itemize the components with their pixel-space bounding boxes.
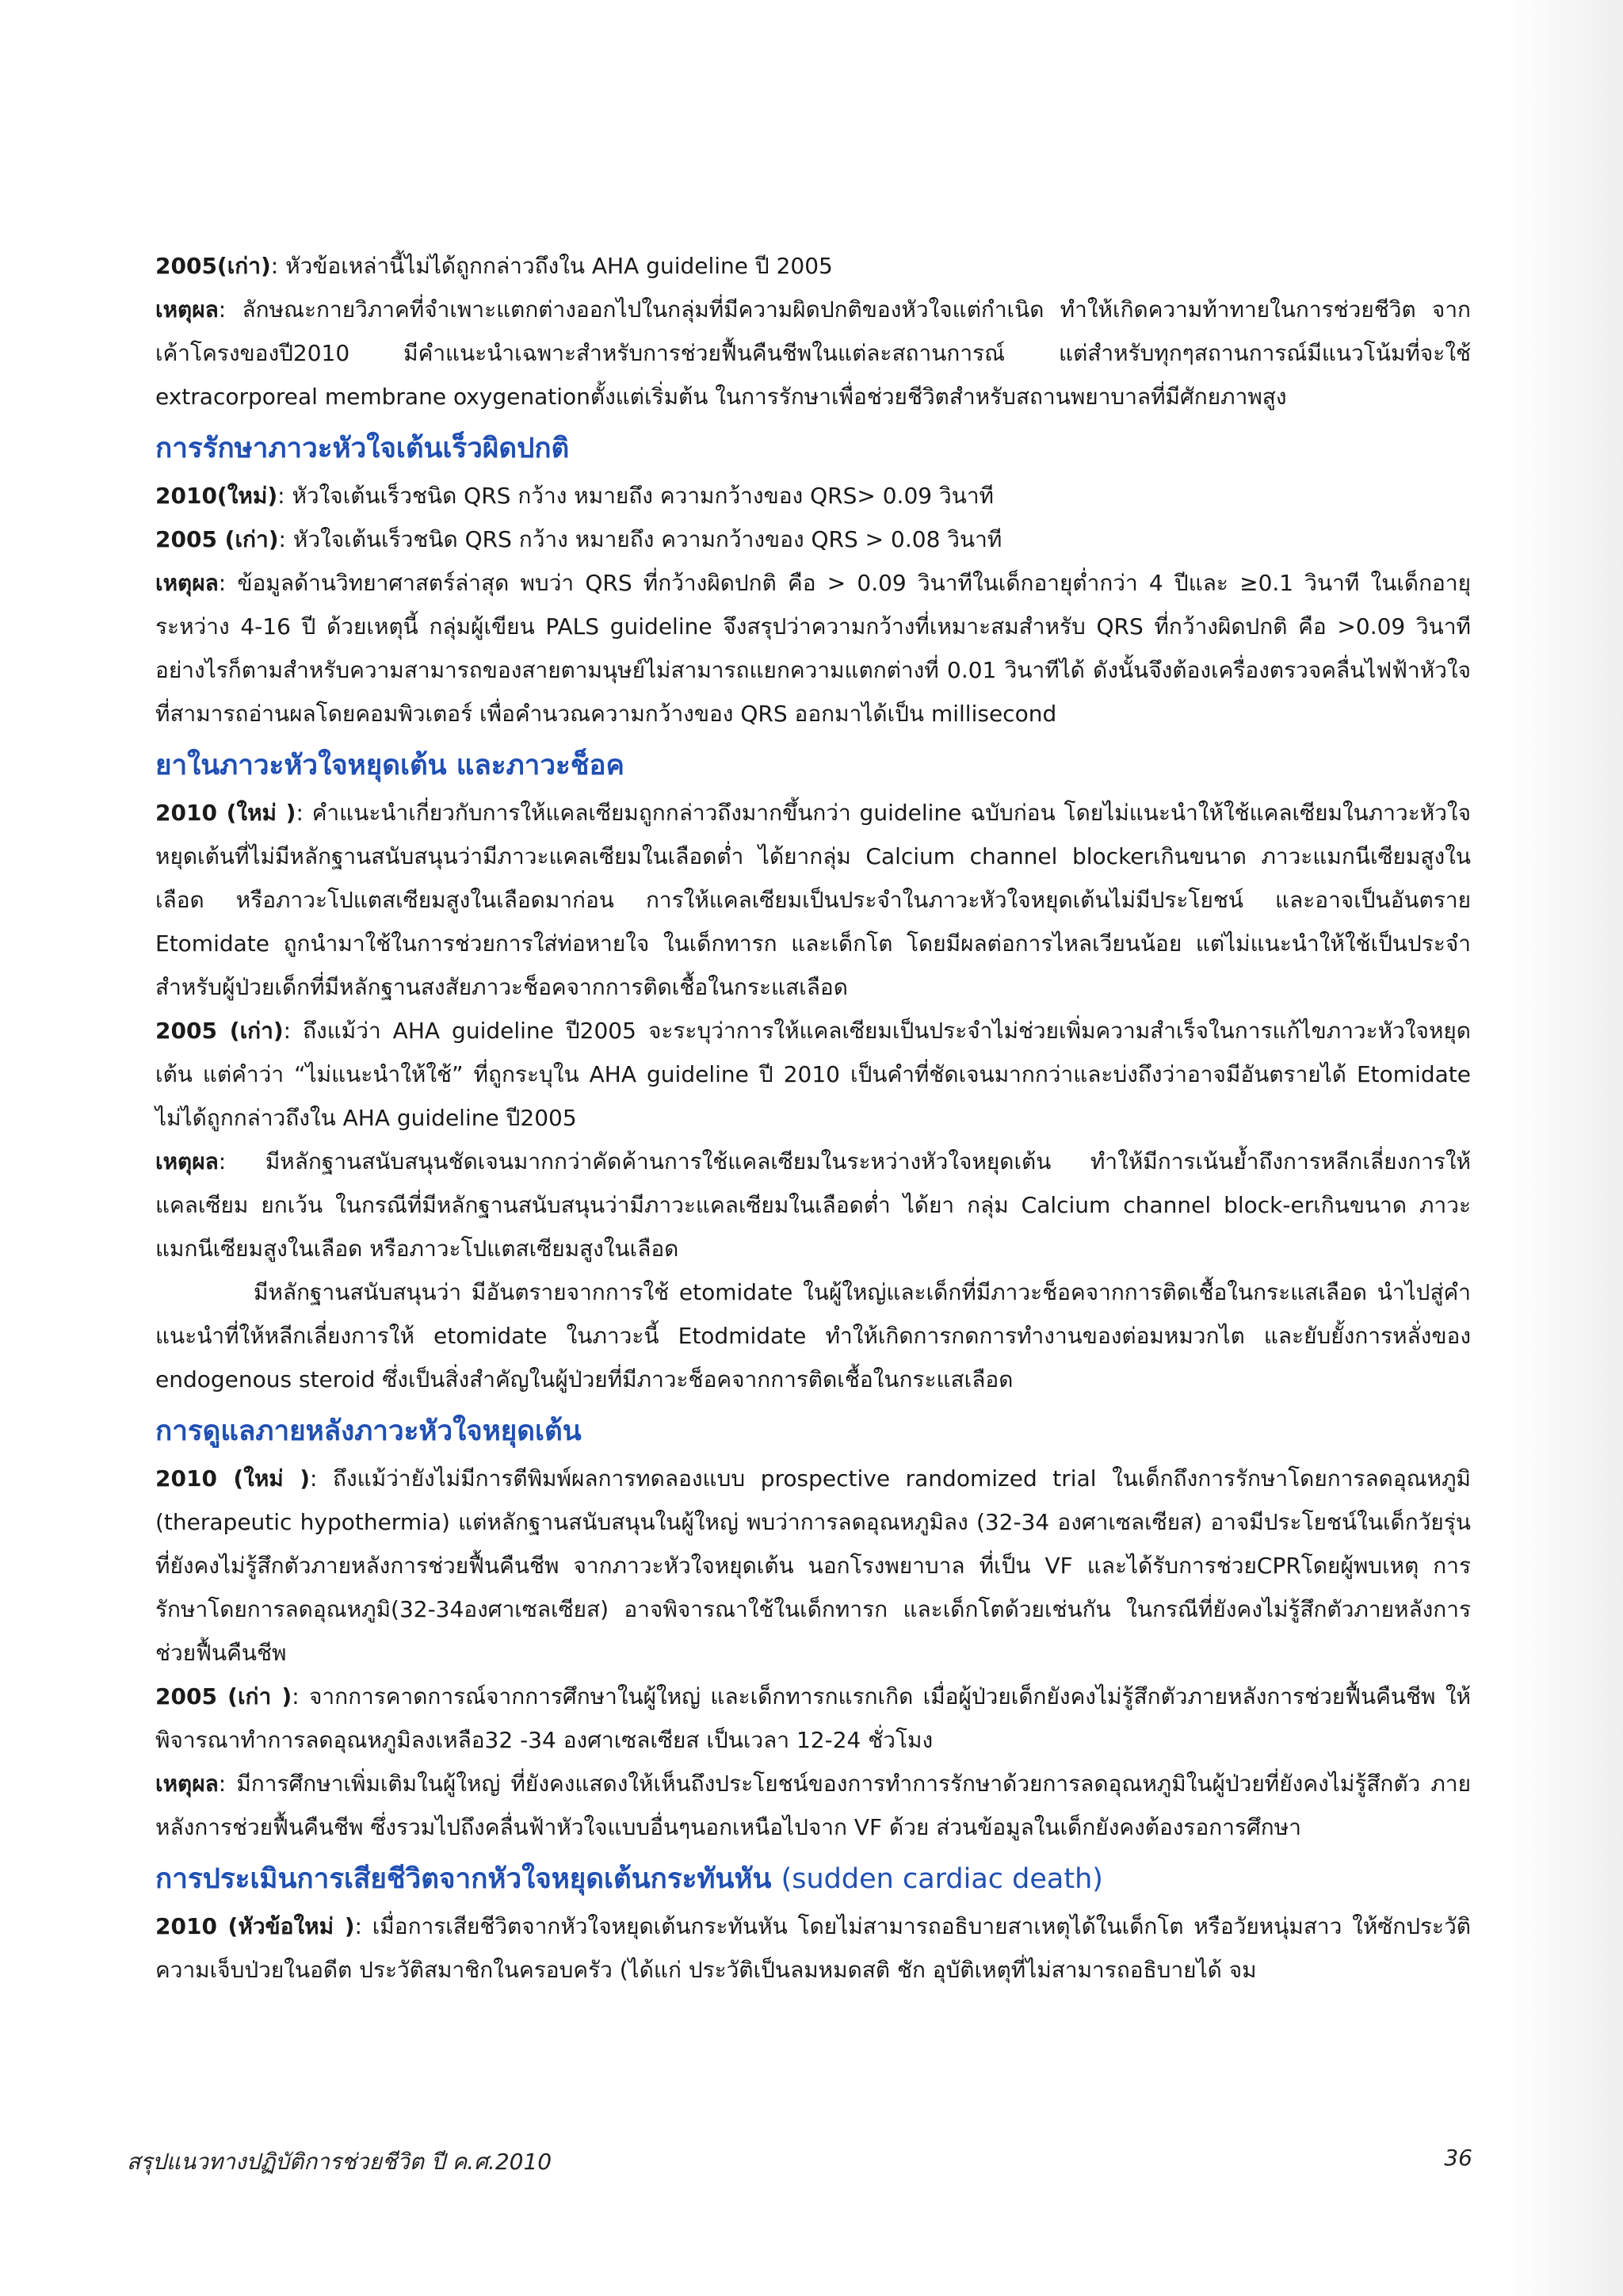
section-heading-text: ยาในภาวะหัวใจหยุดเต้น และภาวะช็อค xyxy=(155,750,624,781)
paragraph-text: : หัวข้อเหล่านี้ไม่ได้ถูกกล่าวถึงใน AHA guideline ปี 2005 xyxy=(270,253,833,279)
paragraph-text: : หัวใจเต้นเร็วชนิด QRS กว้าง หมายถึง ความกว้างของ QRS > 0.08 วินาที xyxy=(278,526,1002,552)
paragraph-text: : มีการศึกษาเพิ่มเติมในผู้ใหญ่ ที่ยังคงแสดงให้เห็นถึงประโยชน์ของการทำการรักษาด้วยการลดอุณหภูมิในผู้ป่วยที่ยังคงไม่รู้สึกตัว ภายหลังการช่วยฟื้นคืนชีพ ซึ่งรวมไปถึงคลื่นฟ้าหัวใจแบบอื่นๆนอกเหนือไปจาก VF ด้วย ส่วนข้อมูลในเด็กยังคงต้องรอการศึกษา xyxy=(155,1771,1471,1840)
paragraph-label: เหตุผล xyxy=(155,570,219,596)
section-heading xyxy=(155,1855,1471,1903)
paragraph xyxy=(155,288,1471,418)
section-heading xyxy=(155,742,1471,789)
section-heading-text: การดูแลภายหลังภาวะหัวใจหยุดเต้น xyxy=(155,1415,582,1447)
section-heading-text: การประเมินการเสียชีวิตจากหัวใจหยุดเต้นกระทันหัน xyxy=(155,1863,772,1895)
paragraph xyxy=(155,561,1471,735)
paragraph-label: เหตุผล xyxy=(155,296,219,323)
paragraph-text: : คำแนะนำเกี่ยวกับการให้แคลเซียมถูกกล่าวถึงมากขึ้นกว่า guideline ฉบับก่อน โดยไม่แนะนำให้ใช้แคลเซียมในภาวะหัวใจหยุดเต้นที่ไม่มีหลักฐานสนับสนุนว่ามีภาวะแคลเซียมในเลือดต่ำ ได้ยากลุ่ม Calcium channel blockerเกินขนาด ภาวะแมกนีเซียมสูงในเลือด หรือภาวะโปแตสเซียมสูงในเลือดมาก่อน การให้แคลเซียมเป็นประจำในภาวะหัวใจหยุดเต้นไม่มีประโยชน์ และอาจเป็นอันตราย Etomidate ถูกนำมาใช้ในการช่วยการใส่ท่อหายใจ ในเด็กทารก และเด็กโต โดยมีผลต่อการไหลเวียนน้อย แต่ไม่แนะนำให้ใช้เป็นประจำสำหรับผู้ป่วยเด็กที่มีหลักฐานสงสัยภาวะช็อคจากการติดเชื้อในกระแสเลือด xyxy=(155,800,1472,1000)
page-footer xyxy=(127,2145,1472,2179)
paragraph xyxy=(155,1457,1471,1675)
paragraph-text: : ข้อมูลด้านวิทยาศาสตร์ล่าสุด พบว่า QRS ที่กว้างผิดปกติ คือ > 0.09 วินาทีในเด็กอายุต่ำกว่า 4 ปีและ ≥0.1 วินาที ในเด็กอายุระหว่าง 4-16 ปี ด้วยเหตุนี้ กลุ่มผู้เขียน PALS guideline จึงสรุปว่าความกว้างที่เหมาะสมสำหรับ QRS ที่กว้างผิดปกติ คือ >0.09 วินาที อย่างไรก็ตามสำหรับความสามารถของสายตามนุษย์ไม่สามารถแยกความแตกต่างที่ 0.01 วินาทีได้ ดังนั้นจึงต้องเครื่องตรวจคลื่นไฟฟ้าหัวใจที่สามารถอ่านผลโดยคอมพิวเตอร์ เพื่อคำนวณความกว้างของ QRS ออกมาได้เป็น millisecond xyxy=(155,570,1471,727)
paragraph-label: 2005 (เก่า) xyxy=(155,526,279,552)
paragraph-label: 2010 (หัวข้อใหม่ ) xyxy=(155,1913,355,1939)
paragraph xyxy=(155,244,1471,288)
paragraph xyxy=(155,1675,1471,1762)
paragraph-label: เหตุผล xyxy=(155,1148,219,1175)
paragraph xyxy=(155,1270,1471,1401)
paragraph-label: เหตุผล xyxy=(155,1771,219,1797)
page-number: 36 xyxy=(1444,2145,1472,2171)
page-content xyxy=(155,244,1471,1992)
page-edge-shadow xyxy=(1504,0,1623,2296)
paragraph xyxy=(155,1140,1471,1270)
paragraph-text: : มีหลักฐานสนับสนุนชัดเจนมากกว่าคัดค้านการใช้แคลเซียมในระหว่างหัวใจหยุดเต้น ทำให้มีการเน้นย้ำถึงการหลีกเลี่ยงการให้แคลเซียม ยกเว้น ในกรณีที่มีหลักฐานสนับสนุนว่ามีภาวะแคลเซียมในเลือดต่ำ ได้ยา กลุ่ม Calcium channel block-erเกินขนาด ภาวะแมกนีเซียมสูงในเลือด หรือภาวะโปแตสเซียมสูงในเลือด xyxy=(155,1148,1471,1262)
paragraph-text: : ลักษณะกายวิภาคที่จำเพาะแตกต่างออกไปในกลุ่มที่มีความผิดปกติของหัวใจแต่กำเนิด ทำให้เกิดความท้าทายในการช่วยชีวิต จากเค้าโครงของปี2010 มีคำแนะนำเฉพาะสำหรับการช่วยฟื้นคืนชีพในแต่ละสถานการณ์ แต่สำหรับทุกๆสถานการณ์มีแนวโน้มที่จะใช้ extracorporeal membrane oxygenationตั้งแต่เริ่มต้น ในการรักษาเพื่อช่วยชีวิตสำหรับสถานพยาบาลที่มีศักยภาพสูง xyxy=(155,296,1471,410)
paragraph-label: 2010 (ใหม่ ) xyxy=(155,1465,310,1492)
paragraph-text: : ถึงแม้ว่ายังไม่มีการตีพิมพ์ผลการทดลองแบบ prospective randomized trial ในเด็กถึงการรักษาโดยการลดอุณหภูมิ (therapeutic hypothermia) แต่หลักฐานสนับสนุนในผู้ใหญ่ พบว่าการลดอุณหภูมิลง (32-34 องศาเซลเซียส) อาจมีประโยชน์ในเด็กวัยรุ่น ที่ยังคงไม่รู้สึกตัวภายหลังการช่วยฟื้นคืนชีพ จากภาวะหัวใจหยุดเต้น นอกโรงพยาบาล ที่เป็น VF และได้รับการช่วยCPRโดยผู้พบเหตุ การรักษาโดยการลดอุณหภูมิ(32-34องศาเซลเซียส) อาจพิจารณาใช้ในเด็กทารก และเด็กโตด้วยเช่นกัน ในกรณีที่ยังคงไม่รู้สึกตัวภายหลังการช่วยฟื้นคืนชีพ xyxy=(155,1465,1471,1666)
footer-title: สรุปแนวทางปฏิบัติการช่วยชีวิต ปี ค.ศ.2010 xyxy=(127,2149,552,2175)
paragraph xyxy=(155,1904,1471,1992)
paragraph-label: 2010(ใหม่) xyxy=(155,483,278,509)
paragraph-text: : หัวใจเต้นเร็วชนิด QRS กว้าง หมายถึง ความกว้างของ QRS> 0.09 วินาที xyxy=(277,483,995,509)
paragraph-text: : ถึงแม้ว่า AHA guideline ปี2005 จะระบุว่าการให้แคลเซียมเป็นประจำไม่ช่วยเพิ่มความสำเร็จในการแก้ไขภาวะหัวใจหยุดเต้น แต่คำว่า “ไม่แนะนำให้ใช้” ที่ถูกระบุใน AHA guideline ปี 2010 เป็นคำที่ชัดเจนมากกว่าและบ่งถึงว่าอาจมีอันตรายได้ Etomidate ไม่ได้ถูกกล่าวถึงใน AHA guideline ปี2005 xyxy=(155,1018,1471,1131)
paragraph-text: มีหลักฐานสนับสนุนว่า มีอันตรายจากการใช้ etomidate ในผู้ใหญ่และเด็กที่มีภาวะช็อคจากการติดเชื้อในกระแสเลือด นำไปสู่คำแนะนำที่ให้หลีกเลี่ยงการให้ etomidate ในภาวะนี้ Etodmidate ทำให้เกิดการกดการทำงานของต่อมหมวกไต และยับยั้งการหลั่งของ endogenous steroid ซึ่งเป็นสิ่งสำคัญในผู้ป่วยที่มีภาวะช็อคจากการติดเชื้อในกระแสเลือด xyxy=(155,1279,1471,1392)
paragraph-label: 2005(เก่า) xyxy=(155,253,271,279)
paragraph xyxy=(155,1762,1471,1849)
paragraph-label: 2005 (เก่า ) xyxy=(155,1683,292,1710)
paragraph-text: : เมื่อการเสียชีวิตจากหัวใจหยุดเต้นกระทันหัน โดยไม่สามารถอธิบายสาเหตุได้ในเด็กโต หรือวัยหนุ่มสาว ให้ซักประวัติความเจ็บป่วยในอดีต ประวัติสมาชิกในครอบครัว (ได้แก่ ประวัติเป็นลมหมดสติ ชัก อุบัติเหตุที่ไม่สามารถอธิบายได้ จม xyxy=(155,1913,1471,1983)
paragraph-text: : จากการคาดการณ์จากการศึกษาในผู้ใหญ่ และเด็กทารกแรกเกิด เมื่อผู้ป่วยเด็กยังคงไม่รู้สึกตัวภายหลังการช่วยฟื้นคืนชีพ ให้พิจารณาทำการลดอุณหภูมิลงเหลือ32 -34 องศาเซลเซียส เป็นเวลา 12-24 ชั่วโมง xyxy=(155,1683,1472,1753)
paragraph xyxy=(155,791,1471,1009)
paragraph xyxy=(155,1009,1471,1140)
section-heading-subtitle: (sudden cardiac death) xyxy=(781,1863,1103,1895)
paragraph-label: 2005 (เก่า) xyxy=(155,1018,284,1044)
section-heading xyxy=(155,425,1471,472)
section-heading xyxy=(155,1408,1471,1455)
paragraph xyxy=(155,518,1471,561)
paragraph xyxy=(155,474,1471,518)
section-heading-text: การรักษาภาวะหัวใจเต้นเร็วผิดปกติ xyxy=(155,433,570,464)
paragraph-label: 2010 (ใหม่ ) xyxy=(155,800,296,826)
